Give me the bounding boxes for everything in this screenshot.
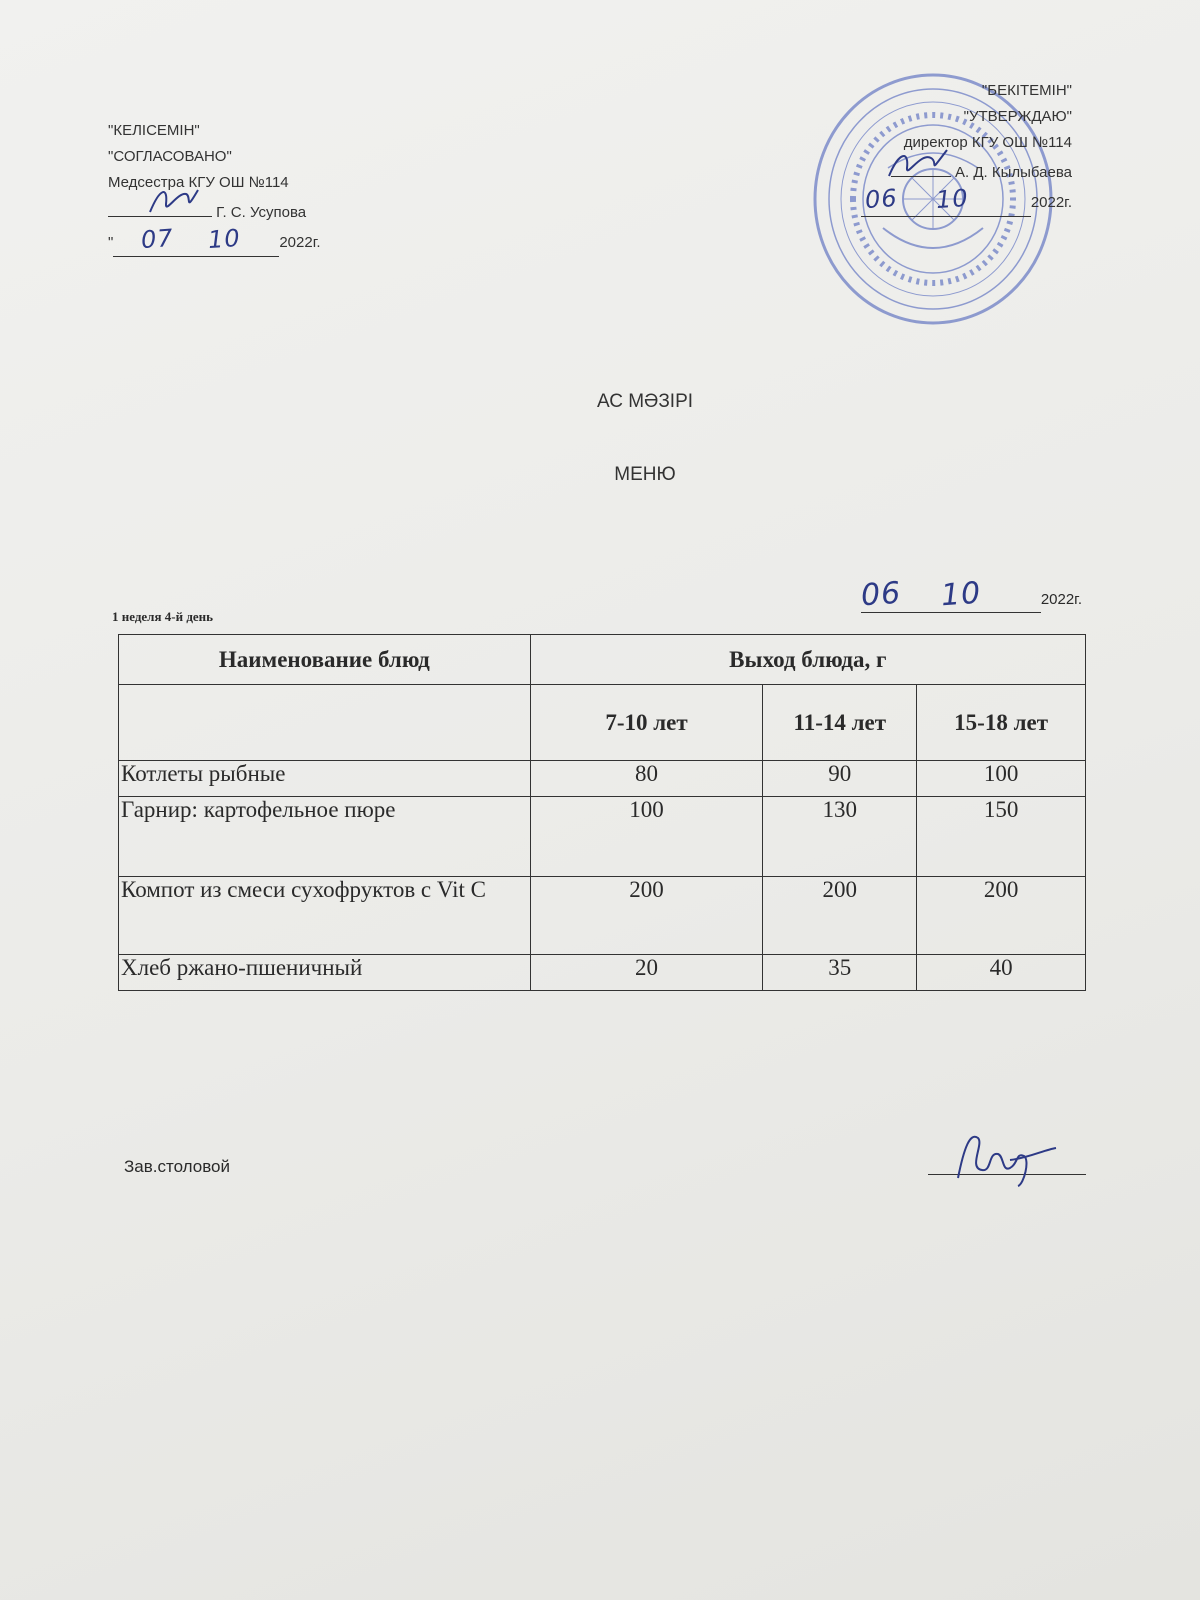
dish-value: 100 [917,761,1086,797]
agreed-date-blank [113,223,279,257]
agreed-date-quote: " [108,234,114,251]
approved-position: директор КГУ ОШ №114 [903,134,1072,151]
menu-date-month: 10 [940,575,983,614]
dish-value: 100 [530,797,763,877]
table-row [119,955,1086,991]
dish-name: Котлеты рыбные [119,761,531,797]
header-age-group: 11-14 лет [763,685,917,761]
approved-date-month: 10 [934,183,970,215]
canteen-head-label: Зав.столовой [124,1157,231,1176]
header-dish-name: Наименование блюд [119,635,531,685]
agreed-block [108,118,321,257]
header-empty [119,685,531,761]
approved-date [861,183,1072,217]
title-ru: МЕНЮ [614,464,676,485]
dish-value: 200 [763,877,917,955]
dish-name: Компот из смеси сухофруктов с Vit C [119,877,531,955]
dish-name: Хлеб ржано-пшеничный [119,955,531,991]
approved-block [861,78,1072,217]
dish-value: 35 [763,955,917,991]
agreed-position: Медсестра КГУ ОШ №114 [108,174,289,191]
approved-kz: "БЕКІТЕМІН" [981,82,1072,99]
dish-value: 200 [917,877,1086,955]
dish-value: 130 [763,797,917,877]
agreed-signature [108,196,212,217]
agreed-signature-line [108,196,321,226]
menu-table [118,634,1086,991]
header-age-group: 7-10 лет [530,685,763,761]
handwritten-signature-icon [948,1128,1058,1188]
table-row [119,761,1086,797]
header-yield: Выход блюда, г [530,635,1085,685]
dish-value: 200 [530,877,763,955]
approved-year: 2022г. [1030,194,1072,211]
dish-value: 150 [917,797,1086,877]
dish-value: 80 [530,761,763,797]
approved-ru: "УТВЕРЖДАЮ" [963,108,1072,125]
menu-date-year: 2022г. [1040,591,1082,608]
menu-date [861,577,1082,613]
handwritten-signature-icon [883,146,953,180]
dish-value: 90 [763,761,917,797]
handwritten-signature-icon [146,184,206,218]
approved-date-day: 06 [863,183,899,215]
approved-name: А. Д. Кылыбаева [955,164,1072,181]
agreed-ru: "СОГЛАСОВАНО" [108,148,232,165]
approved-date-blank [861,183,1031,217]
agreed-kz: "КЕЛІСЕМІН" [108,122,200,139]
table-age-row [119,685,1086,761]
table-header-row [119,635,1086,685]
menu-date-blank [861,577,1041,613]
approved-signature [891,156,951,177]
table-row [119,797,1086,877]
dish-value: 20 [530,955,763,991]
header-age-group: 15-18 лет [917,685,1086,761]
dish-name: Гарнир: картофельное пюре [119,797,531,877]
agreed-date [108,223,321,257]
table-row [119,877,1086,955]
agreed-date-month: 10 [207,223,242,255]
agreed-name: Г. С. Усупова [216,204,307,221]
menu-date-day: 06 [859,575,903,614]
agreed-date-day: 07 [140,223,175,255]
title-kz: АС МӘЗІРІ [596,391,694,412]
week-day-label: 1 неделя 4-й день [112,609,214,624]
dish-value: 40 [917,955,1086,991]
approved-signature-line [861,156,1072,186]
agreed-year: 2022г. [279,234,321,251]
